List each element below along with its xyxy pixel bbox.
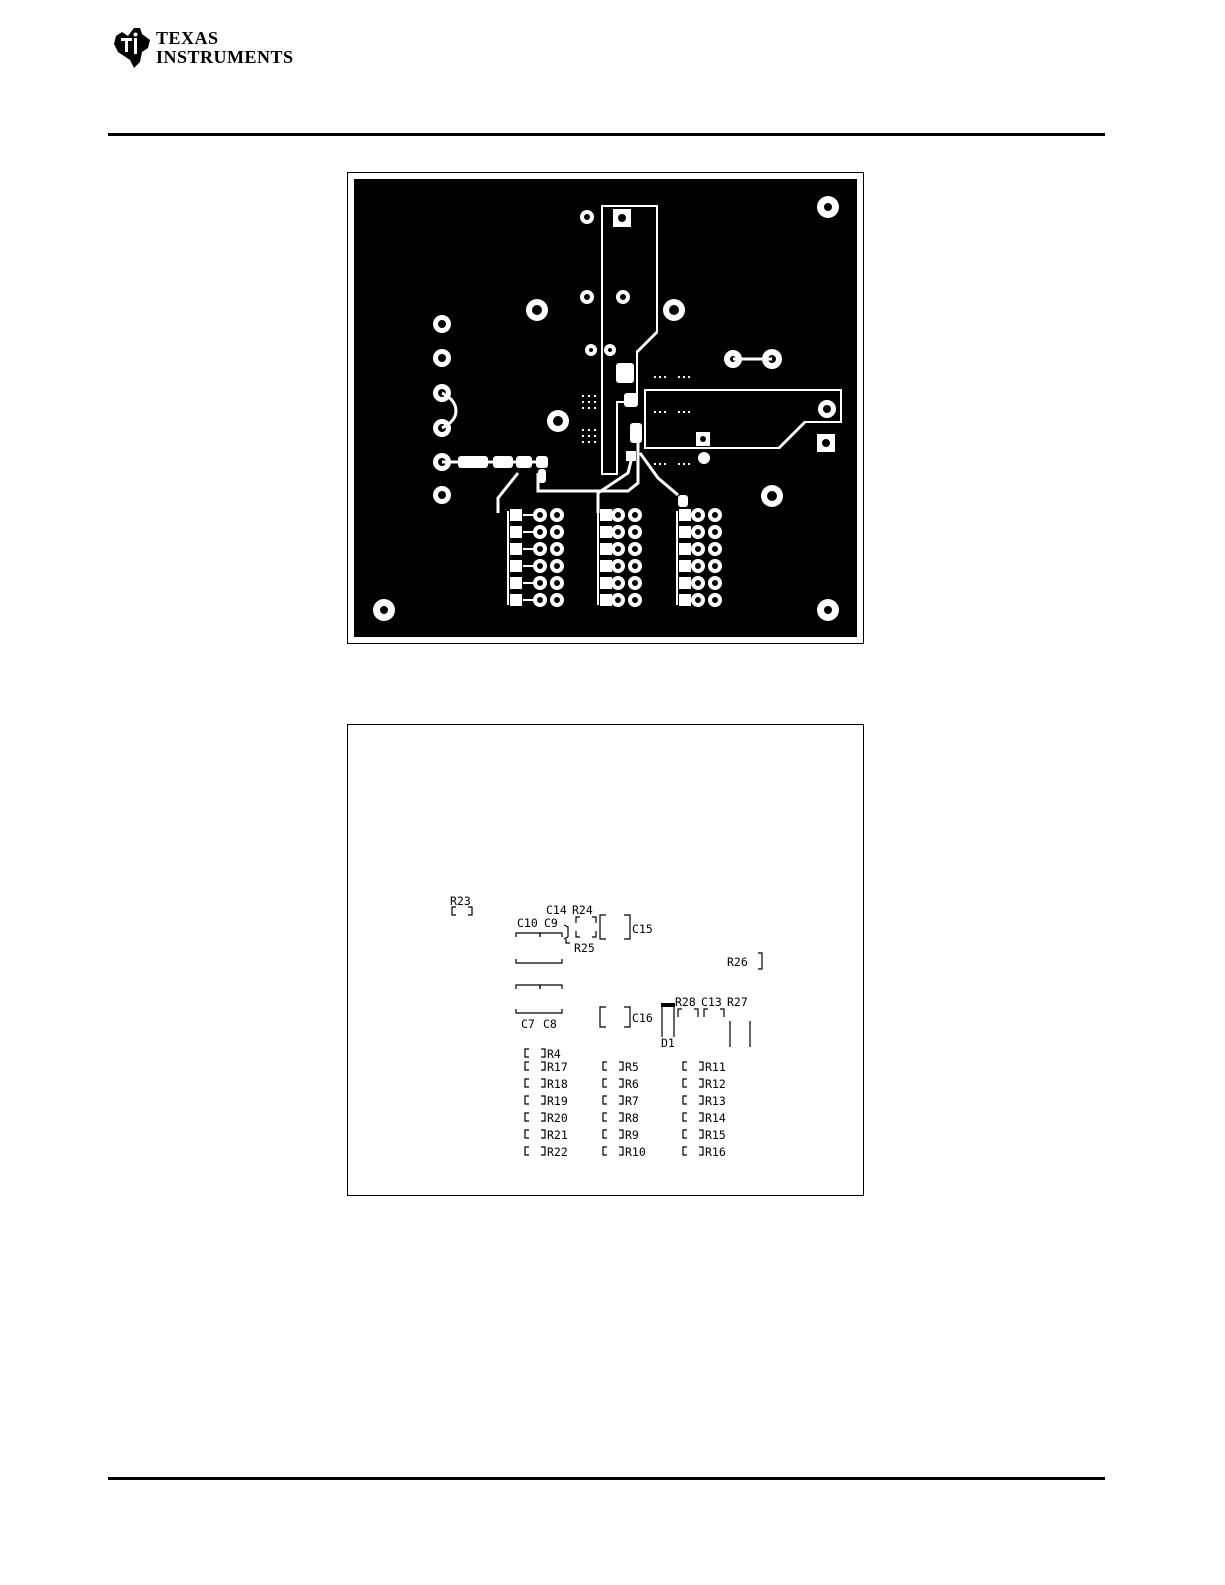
label-r18: R18 [547,1077,568,1091]
label-r25: R25 [574,941,595,955]
label-r12: R12 [705,1077,726,1091]
logo-line-2: INSTRUMENTS [156,47,294,67]
label-c7: C7 [521,1017,535,1031]
label-r22: R22 [547,1145,568,1159]
label-r10: R10 [625,1145,646,1159]
header-rule [108,133,1105,136]
label-r4: R4 [547,1047,561,1061]
label-r8: R8 [625,1111,639,1125]
ti-state-icon [108,24,154,70]
label-c10: C10 [517,916,538,930]
label-r21: R21 [547,1128,568,1142]
label-r13: R13 [705,1094,726,1108]
label-r27: R27 [727,995,748,1009]
pcb-bottom-silkscreen [348,725,863,1195]
label-r15: R15 [705,1128,726,1142]
label-r6: R6 [625,1077,639,1091]
label-r19: R19 [547,1094,568,1108]
pcb-bottom-layer-artwork [348,173,863,643]
label-d1: D1 [661,1036,675,1050]
ti-wordmark [156,29,294,67]
label-r26: R26 [727,955,748,969]
logo-line-1: TEXAS [156,28,219,48]
footer-rule [108,1477,1105,1480]
label-r24: R24 [572,903,593,917]
ti-logo [108,24,298,70]
pcb-bottom-silkscreen-figure [347,724,864,1196]
label-r28: R28 [675,995,696,1009]
label-r17: R17 [547,1060,568,1074]
label-c8: C8 [543,1017,557,1031]
label-r16: R16 [705,1145,726,1159]
label-c15: C15 [632,922,653,936]
label-c16: C16 [632,1011,653,1025]
label-r11: R11 [705,1060,726,1074]
pcb-bottom-layer-figure [347,172,864,644]
label-r5: R5 [625,1060,639,1074]
label-c13: C13 [701,995,722,1009]
label-r14: R14 [705,1111,726,1125]
label-r20: R20 [547,1111,568,1125]
label-r9: R9 [625,1128,639,1142]
label-r7: R7 [625,1094,639,1108]
label-r23: R23 [450,894,471,908]
label-c9: C9 [544,916,558,930]
label-c14: C14 [546,903,567,917]
